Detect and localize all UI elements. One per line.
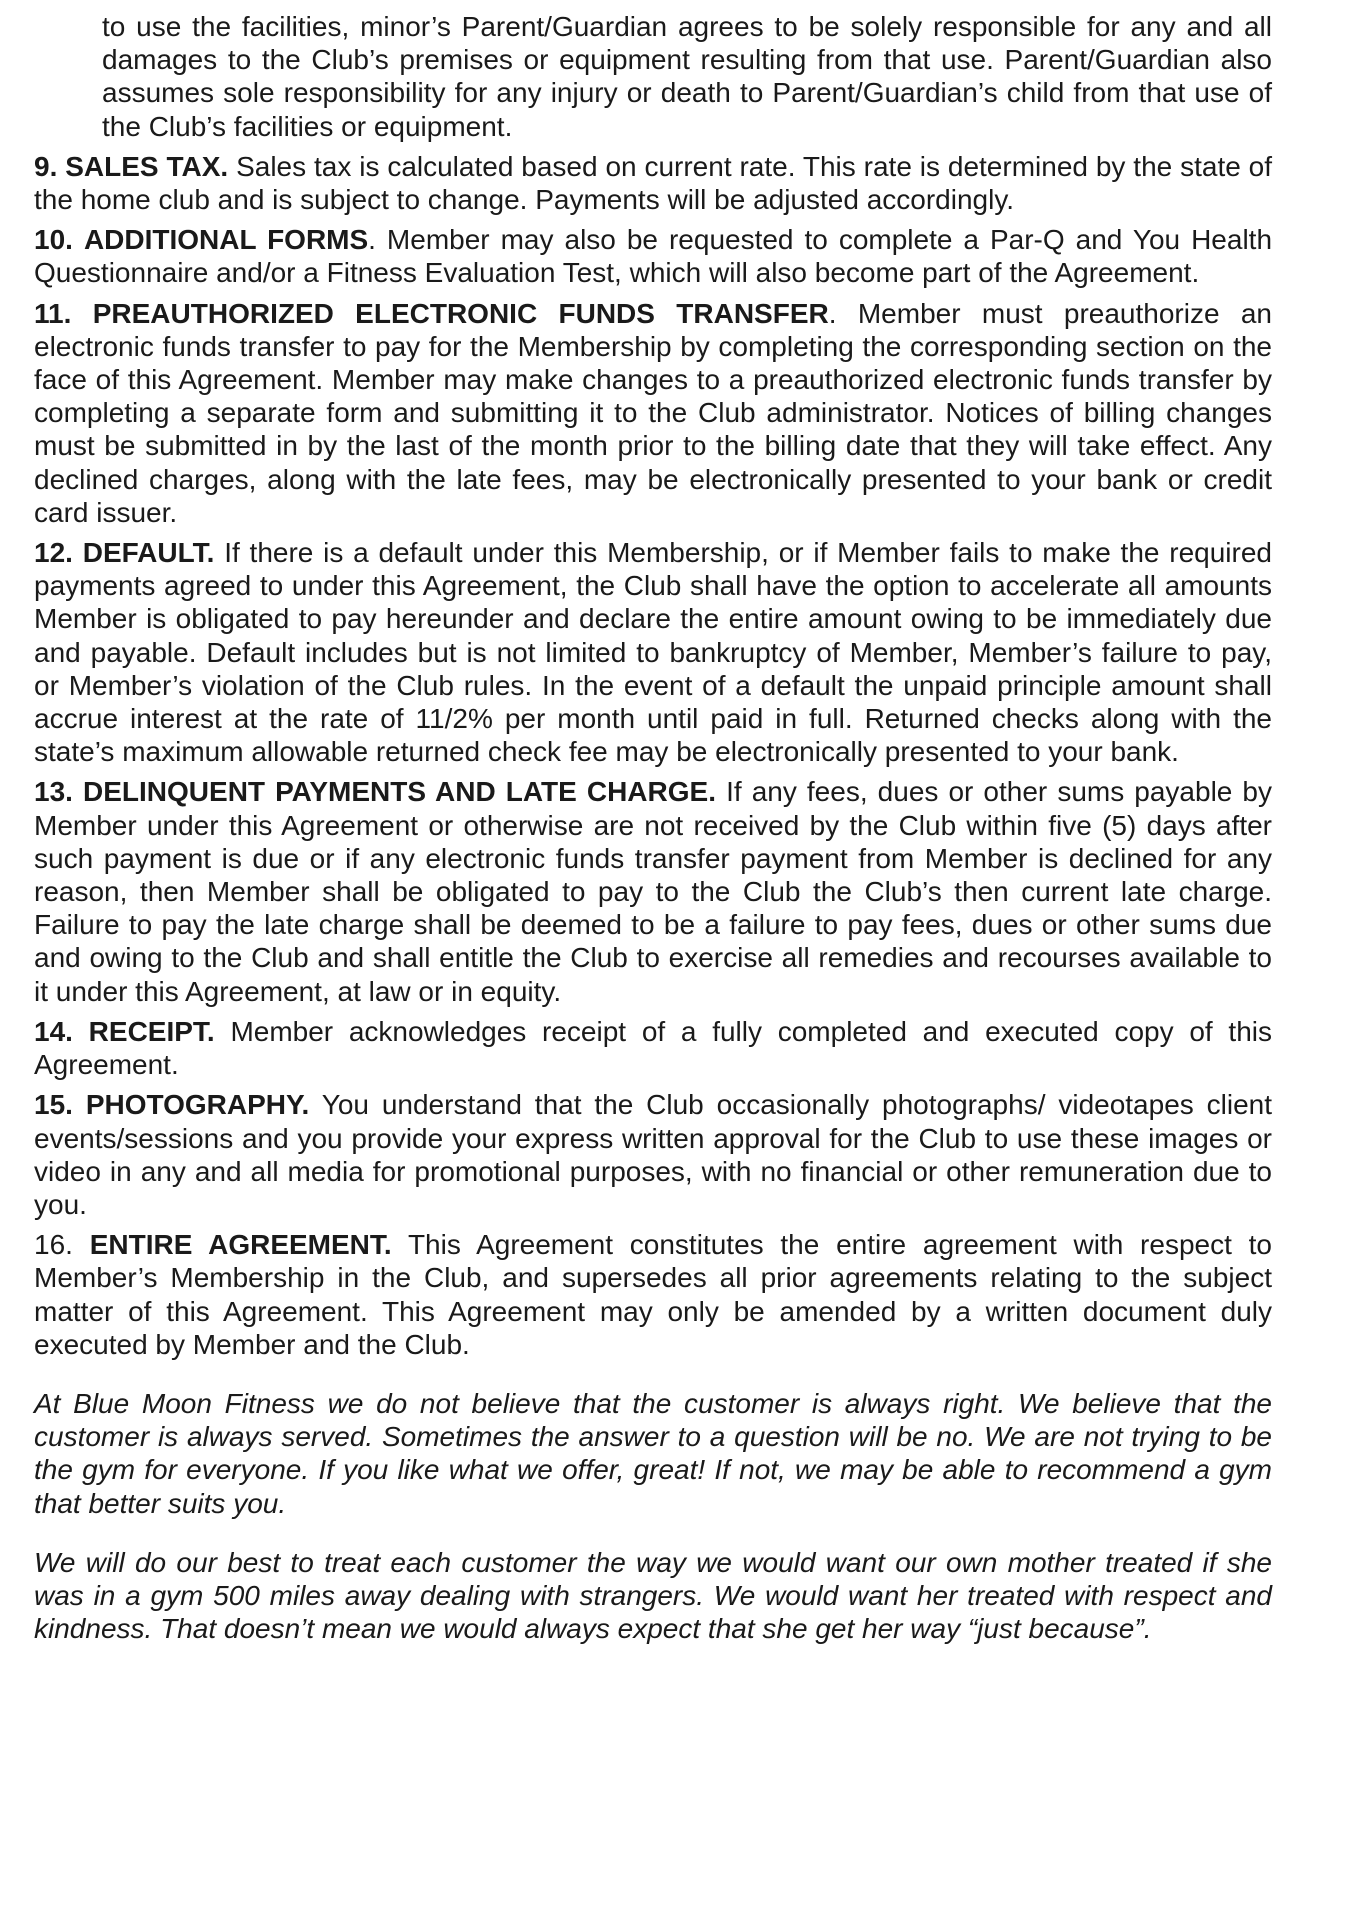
clause-number: 14.	[34, 1015, 73, 1047]
clause-text: You understand that the Club occasionally photographs/ videotapes client events/sessions and you provide your express written approval for the Club to use these images or video in any and all media for promotional purposes, with no financial or other remuneration due to you.	[34, 1089, 1273, 1220]
clause-number: 15.	[34, 1089, 73, 1121]
clause-number: 16.	[34, 1229, 73, 1261]
agreement-page	[34, 10, 1272, 1645]
clause-text: If there is a default under this Membership, or if Member fails to make the required payments agreed to under this Agreement, the Club shall have the option to accelerate all amounts Member is obligated to pay hereunder and declare the entire amount owing to be immediately due and payable. Default includes but is not limited to bankruptcy of Member, Member’s failure to pay, or Member’s violation of the Club rules. In the event of a default the unpaid principle amount shall accrue interest at the rate of 11/2% per month until paid in full. Returned checks along with the state’s maximum allowable returned check fee may be electronically presented to your bank.	[34, 537, 1272, 768]
clause-13-delinquent-payments	[34, 775, 1272, 1007]
clause-heading: SALES TAX.	[65, 150, 229, 182]
clause-number: 9.	[34, 150, 58, 182]
clause-number: 12.	[34, 537, 73, 569]
clause-text: This Agreement constitutes the entire agreement with respect to Member’s Membership in the Club, and supersedes all prior agreements relating to the subject matter of this Agreement. This Agreement may only be amended by a written document duly executed by Member and the Club.	[34, 1229, 1272, 1360]
clause-heading: PHOTOGRAPHY.	[85, 1089, 310, 1121]
clause-text: Member acknowledges receipt of a fully completed and executed copy of this Agreement.	[34, 1015, 1272, 1081]
customer-philosophy-statement: At Blue Moon Fitness we do not believe that the customer is always right. We believe that the customer is always served. Sometimes the answer to a question will be no. We are not trying to be the gym for everyone. If you like what we offer, great! If not, we may be able to recommend a gym that better suits you.	[34, 1387, 1272, 1519]
clause-text: If any fees, dues or other sums payable by Member under this Agreement or otherwise are not received by the Club within five (5) days after such payment is due or if any electronic funds transfer payment from Member is declined for any reason, then Member shall be obligated to pay to the Club the Club’s then current late charge. Failure to pay the late charge shall be deemed to be a failure to pay fees, dues or other sums due and owing to the Club and shall entitle the Club to exercise all remedies and recourses available to it under this Agreement, at law or in equity.	[34, 776, 1273, 1007]
clause-heading: DEFAULT.	[82, 537, 215, 569]
clause-10-additional-forms	[34, 223, 1272, 289]
clause-number: 10.	[34, 224, 73, 256]
clause-heading: ADDITIONAL FORMS	[83, 224, 369, 256]
clause-heading: ENTIRE AGREEMENT.	[89, 1229, 392, 1261]
clause-16-entire-agreement	[34, 1228, 1272, 1361]
clause-14-receipt	[34, 1015, 1272, 1081]
clause-number: 13.	[34, 776, 73, 808]
customer-treatment-statement: We will do our best to treat each customer the way we would want our own mother treated if she was in a gym 500 miles away dealing with strangers. We would want her treated with respect and kindness. That doesn’t mean we would always expect that she get her way “just because”.	[34, 1546, 1272, 1645]
clause-12-default	[34, 536, 1272, 768]
clause-number: 11.	[34, 297, 72, 329]
clause-text: . Member must preauthorize an electronic funds transfer to pay for the Membership by completing the corresponding section on the face of this Agreement. Member may make changes to a preauthorized electronic funds transfer by completing a separate form and submitting it to the Club administrator. Notices of billing changes must be submitted in by the last of the month prior to the billing date that they will take effect. Any declined charges, along with the late fees, may be electronically presented to your bank or credit card issuer.	[34, 297, 1273, 528]
clause-8-continuation	[34, 10, 1272, 143]
clause-15-photography	[34, 1088, 1272, 1221]
clause-heading: DELINQUENT PAYMENTS AND LATE CHARGE.	[83, 776, 716, 808]
clause-text: . Member may also be requested to complete a Par-Q and You Health Questionnaire and/or a Fitness Evaluation Test, which will also become part of the Agreement.	[34, 224, 1273, 289]
clause-heading: RECEIPT.	[88, 1015, 215, 1047]
clause-9-sales-tax	[34, 150, 1272, 216]
clause-text: to use the facilities, minor’s Parent/Guardian agrees to be solely responsible for any and all damages to the Club’s premises or equipment resulting from that use. Parent/Guardian also assumes sole responsibility for any injury or death to Parent/Guardian’s child from that use of the Club’s facilities or equipment.	[102, 11, 1272, 142]
clause-heading: PREAUTHORIZED ELECTRONIC FUNDS TRANSFER	[92, 297, 829, 329]
clause-text: Sales tax is calculated based on current rate. This rate is determined by the state of the home club and is subject to change. Payments will be adjusted accordingly.	[34, 150, 1273, 216]
clause-11-preauthorized-eft	[34, 297, 1272, 529]
